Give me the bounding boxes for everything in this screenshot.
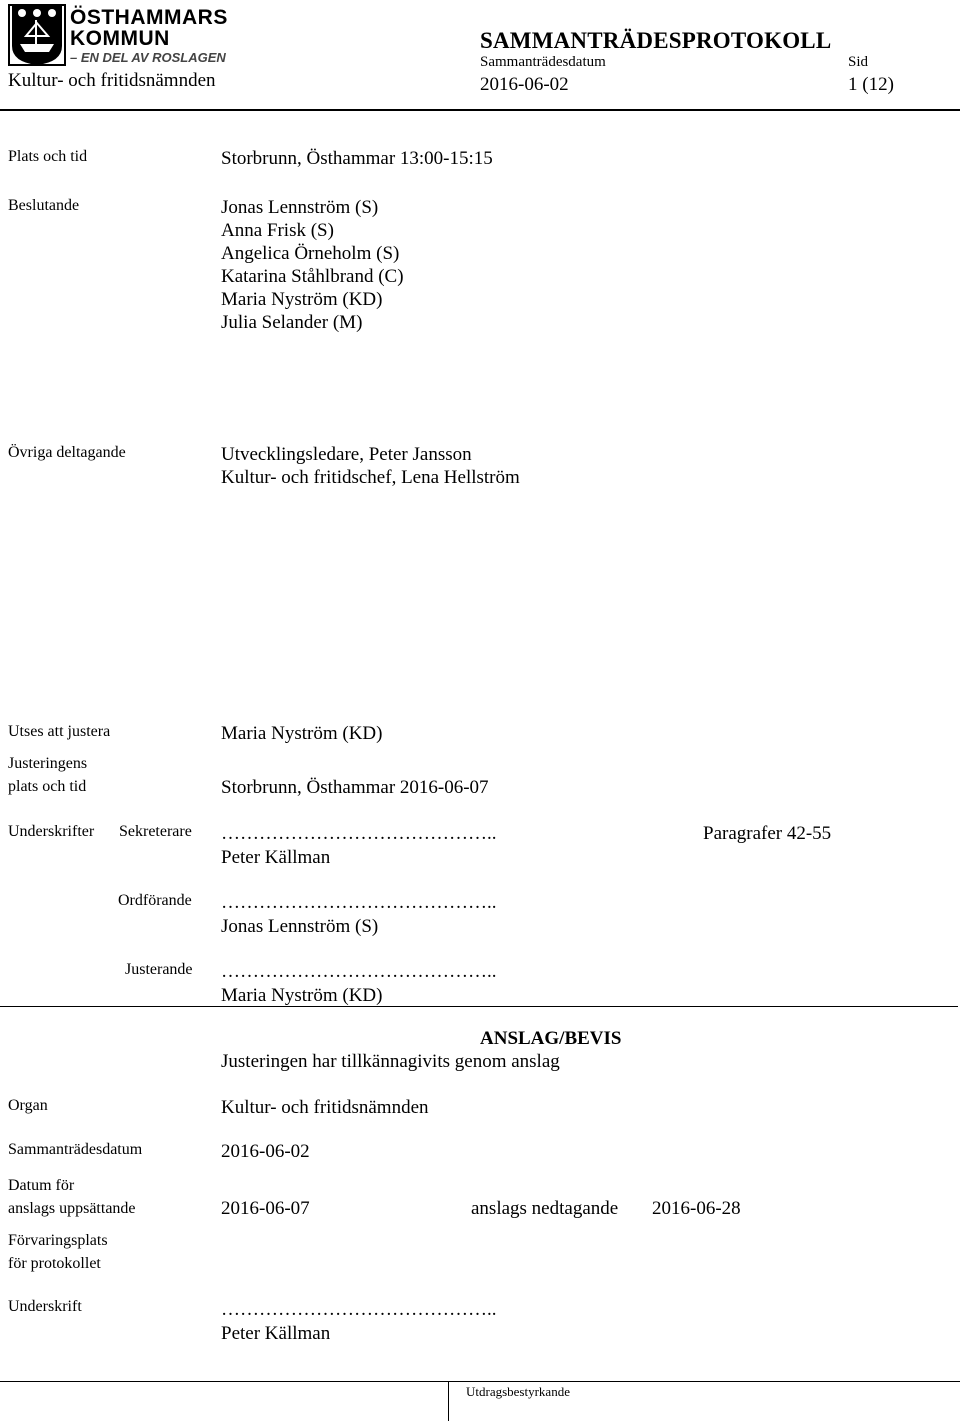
deciding-member: Angelica Örneholm (S) (221, 243, 400, 264)
logo-name-2: KOMMUN (70, 27, 170, 50)
adjust-place-label-line2: plats och tid (8, 778, 87, 795)
removal-label: anslags nedtagande (471, 1198, 619, 1219)
posting-label-line2: anslags uppsättande (8, 1200, 136, 1217)
other-participant: Utvecklingsledare, Peter Jansson (221, 444, 472, 465)
adjuster-value: Maria Nyström (KD) (221, 723, 383, 744)
page-number: 1 (12) (848, 74, 894, 95)
storage-label-line2: för protokollet (8, 1255, 101, 1272)
signature-label: Underskrift (8, 1298, 82, 1315)
deciding-member: Jonas Lennström (S) (221, 197, 379, 218)
header-date-label: Sammanträdesdatum (480, 54, 606, 70)
notice-date-value: 2016-06-02 (221, 1141, 310, 1162)
document-title: SAMMANTRÄDESPROTOKOLL (480, 28, 832, 53)
municipality-logo (8, 4, 228, 68)
signatures-label: Underskrifter (8, 823, 95, 840)
notice-subtitle: Justeringen har tillkännagivits genom anslag (221, 1051, 560, 1072)
certification-label: Utdragsbestyrkande (466, 1384, 570, 1399)
chair-name: Jonas Lennström (S) (221, 916, 379, 937)
adjusting-signature-line: …………………………………….. (221, 961, 497, 982)
notice-date-label: Sammanträdesdatum (8, 1141, 143, 1158)
notice-title: ANSLAG/BEVIS (480, 1028, 622, 1049)
others-list (221, 443, 520, 489)
organ-value: Kultur- och fritidsnämnden (221, 1097, 429, 1118)
place-label: Plats och tid (8, 148, 88, 165)
secretary-label: Sekreterare (119, 823, 192, 840)
place-value: Storbrunn, Östhammar 13:00-15:15 (221, 148, 493, 169)
others-label: Övriga deltagande (8, 444, 126, 461)
deciding-member: Maria Nyström (KD) (221, 289, 383, 310)
storage-label-line1: Förvaringsplats (8, 1232, 108, 1249)
deciding-list (221, 196, 404, 334)
footer-box-divider (448, 1381, 449, 1421)
adjusting-name: Maria Nyström (KD) (221, 985, 383, 1006)
logo-tagline: – EN DEL AV ROSLAGEN (70, 50, 226, 65)
posting-label (8, 1174, 136, 1220)
notice-divider (0, 1006, 958, 1007)
adjust-place-value: Storbrunn, Östhammar 2016-06-07 (221, 777, 489, 798)
posting-label-line1: Datum för (8, 1177, 75, 1194)
chair-label: Ordförande (118, 892, 192, 909)
deciding-member: Anna Frisk (S) (221, 220, 334, 241)
posting-date: 2016-06-07 (221, 1198, 310, 1219)
removal-date: 2016-06-28 (652, 1198, 741, 1219)
adjuster-label: Utses att justera (8, 723, 111, 740)
adjust-place-label (8, 752, 87, 798)
other-participant: Kultur- och fritidschef, Lena Hellström (221, 467, 520, 488)
paragraphs-range: Paragrafer 42-55 (703, 823, 832, 844)
signature-name: Peter Källman (221, 1323, 331, 1344)
storage-label (8, 1229, 108, 1275)
header-date-value: 2016-06-02 (480, 74, 569, 95)
secretary-signature-line: …………………………………….. (221, 823, 497, 844)
adjusting-label: Justerande (125, 961, 193, 978)
deciding-member: Katarina Ståhlbrand (C) (221, 266, 404, 287)
signature-line: …………………………………….. (221, 1299, 497, 1320)
deciding-label: Beslutande (8, 197, 80, 214)
deciding-member: Julia Selander (M) (221, 312, 363, 333)
secretary-name: Peter Källman (221, 847, 331, 868)
chair-signature-line: …………………………………….. (221, 892, 497, 913)
header-divider (0, 109, 960, 111)
logo-name: ÖSTHAMMARS (70, 6, 228, 29)
adjust-place-label-line1: Justeringens (8, 755, 88, 772)
department-name: Kultur- och fritidsnämnden (8, 70, 216, 91)
organ-label: Organ (8, 1097, 48, 1114)
page-label: Sid (848, 54, 869, 70)
footer-divider (0, 1381, 960, 1382)
